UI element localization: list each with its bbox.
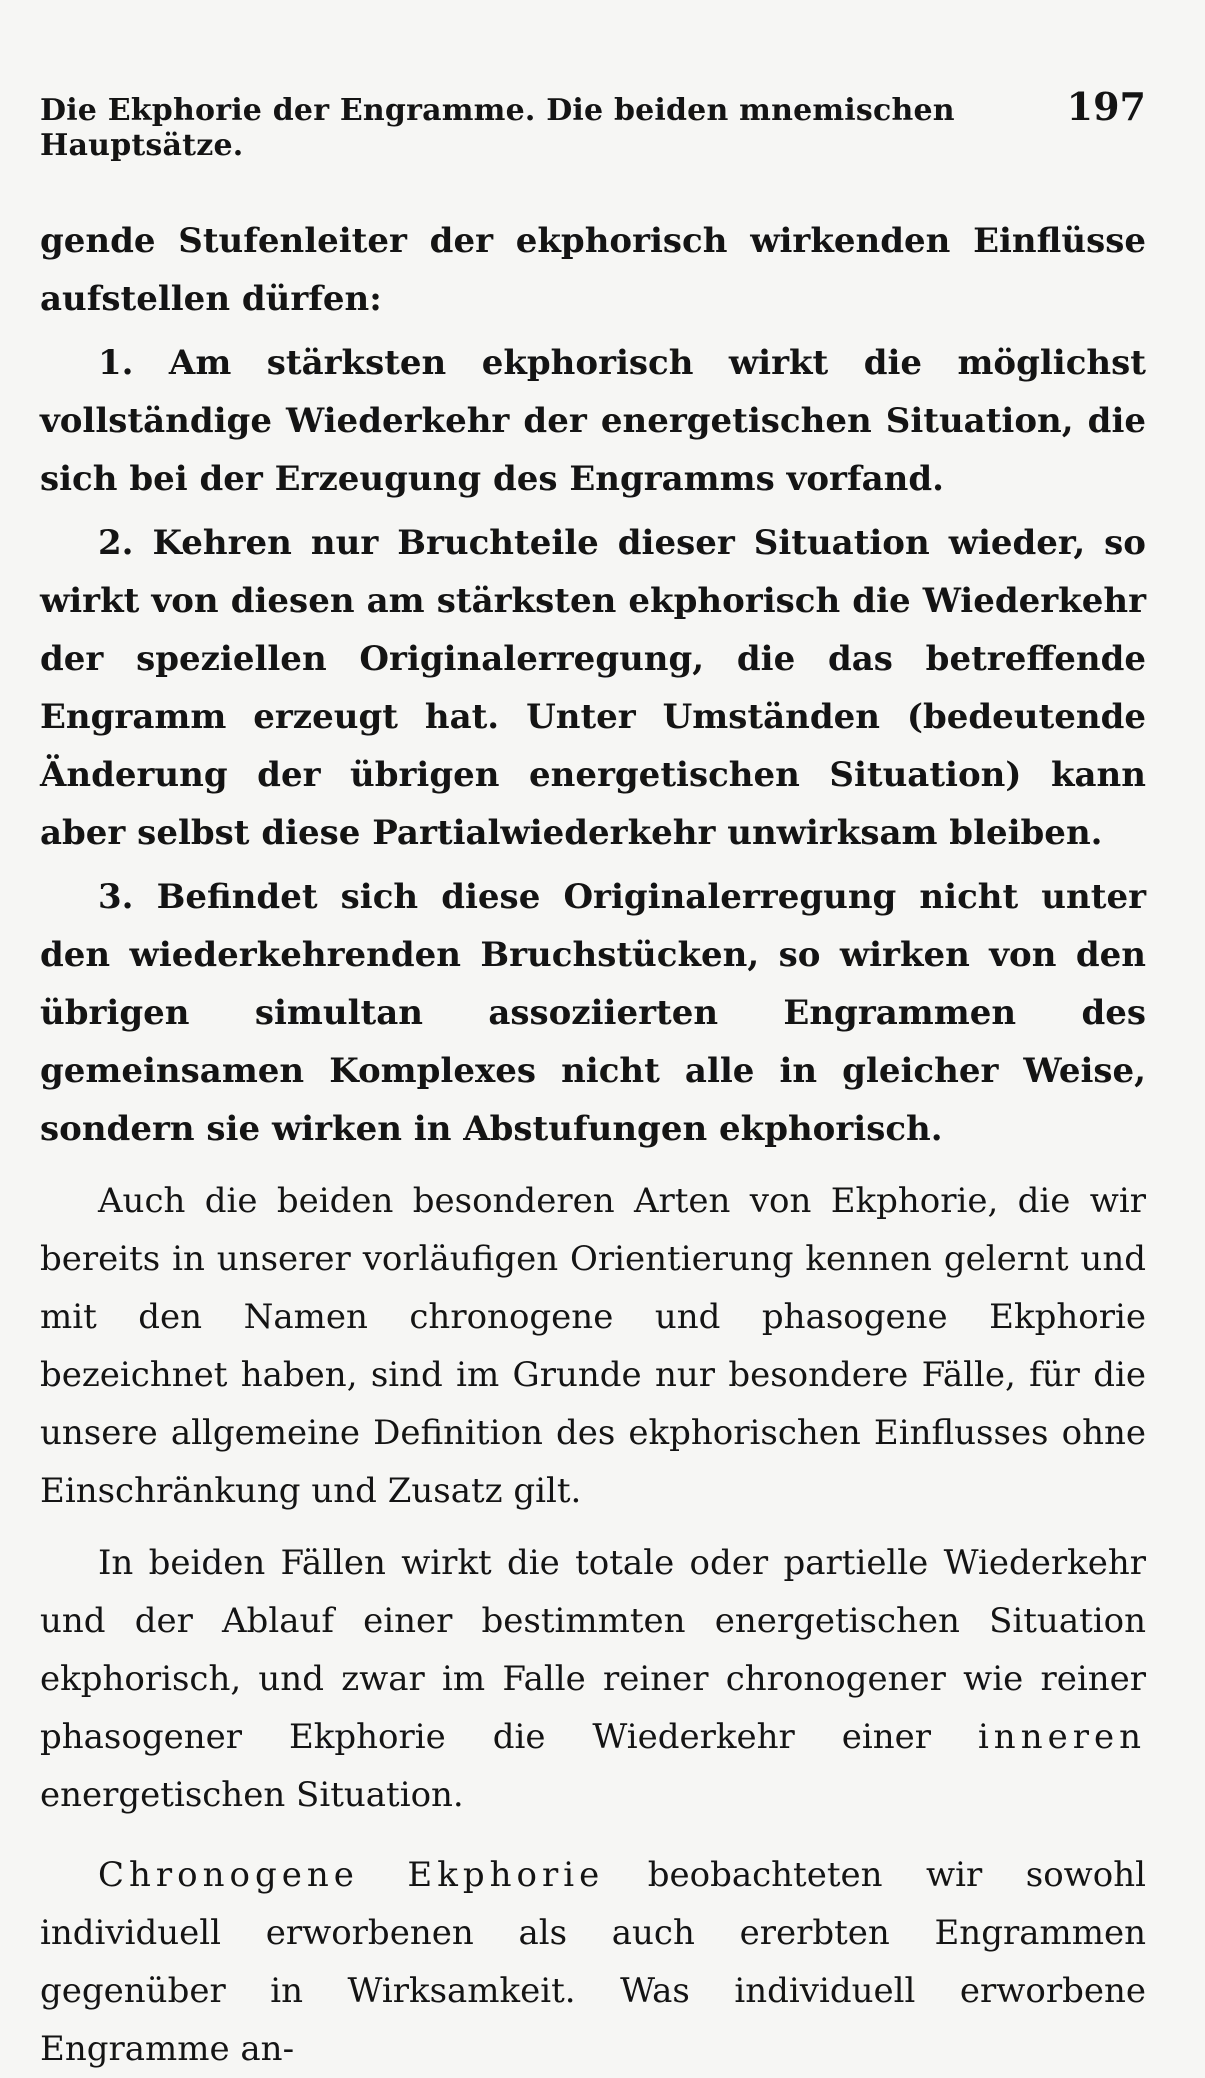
rule-1-paragraph: 1. Am stärksten ekphorisch wirkt die möglichst vollständige Wiederkehr der energetischen Situation, die sich bei der Erzeugung des Engramms vorfand.	[40, 343, 1146, 499]
book-page	[40, 84, 1146, 2078]
paragraph-text: In beiden Fällen wirkt die totale oder partielle Wiederkehr und der Ablauf einer bestimmten energetischen Situation ekphorisch, und zwar im Falle reiner chronogener wie reiner phasogener Ekphorie die Wiederkehr einer	[40, 1543, 1146, 1757]
running-header	[40, 84, 1146, 163]
emphasized-word: inneren	[977, 1717, 1146, 1757]
page-number: 197	[1066, 84, 1146, 129]
paragraph-text: energetischen Situation.	[40, 1775, 464, 1815]
body-paragraph-special-ekphorie: Auch die beiden besonderen Arten von Ekphorie, die wir bereits in unserer vorläufigen Orientierung kennen gelernt und mit den Namen chronogene und phasogene Ekphorie bezeichnet haben, sind im Grunde nur besondere Fälle, für die unsere allgemeine Definition des ekphorischen Einflusses ohne Einschränkung und Zusatz gilt.	[40, 1181, 1146, 1511]
emphasized-term: Chronogene Ekphorie	[98, 1855, 605, 1895]
rule-2-paragraph: 2. Kehren nur Bruchteile dieser Situation wieder, so wirkt von diesen am stärksten ekphorisch die Wiederkehr der speziellen Originalerregung, die das betreffende Engramm erzeugt hat. Unter Umständen (bedeutende Änderung der übrigen energetischen Situation) kann aber selbst diese Partialwiederkehr unwirksam bleiben.	[40, 523, 1146, 853]
body-paragraph-chronogene	[40, 1846, 1146, 2078]
paragraph-text: beobachteten wir sowohl individuell erworbenen als auch ererbten Engrammen gegenüber in Wirksamkeit. Was individuell erworbene Engramme an-	[40, 1855, 1147, 2069]
paragraph-continuation: gende Stufenleiter der ekphorisch wirkenden Einflüsse aufstellen dürfen:	[40, 221, 1146, 319]
rule-3-paragraph: 3. Befindet sich diese Originalerregung nicht unter den wiederkehrenden Bruchstücken, so wirken von den übrigen simultan assoziierten Engrammen des gemeinsamen Komplexes nicht alle in gleicher Weise, sondern sie wirken in Abstufungen ekphorisch.	[40, 877, 1146, 1149]
running-title: Die Ekphorie der Engramme. Die beiden mnemischen Hauptsätze.	[40, 93, 955, 163]
body-paragraph-both-cases	[40, 1534, 1146, 1824]
